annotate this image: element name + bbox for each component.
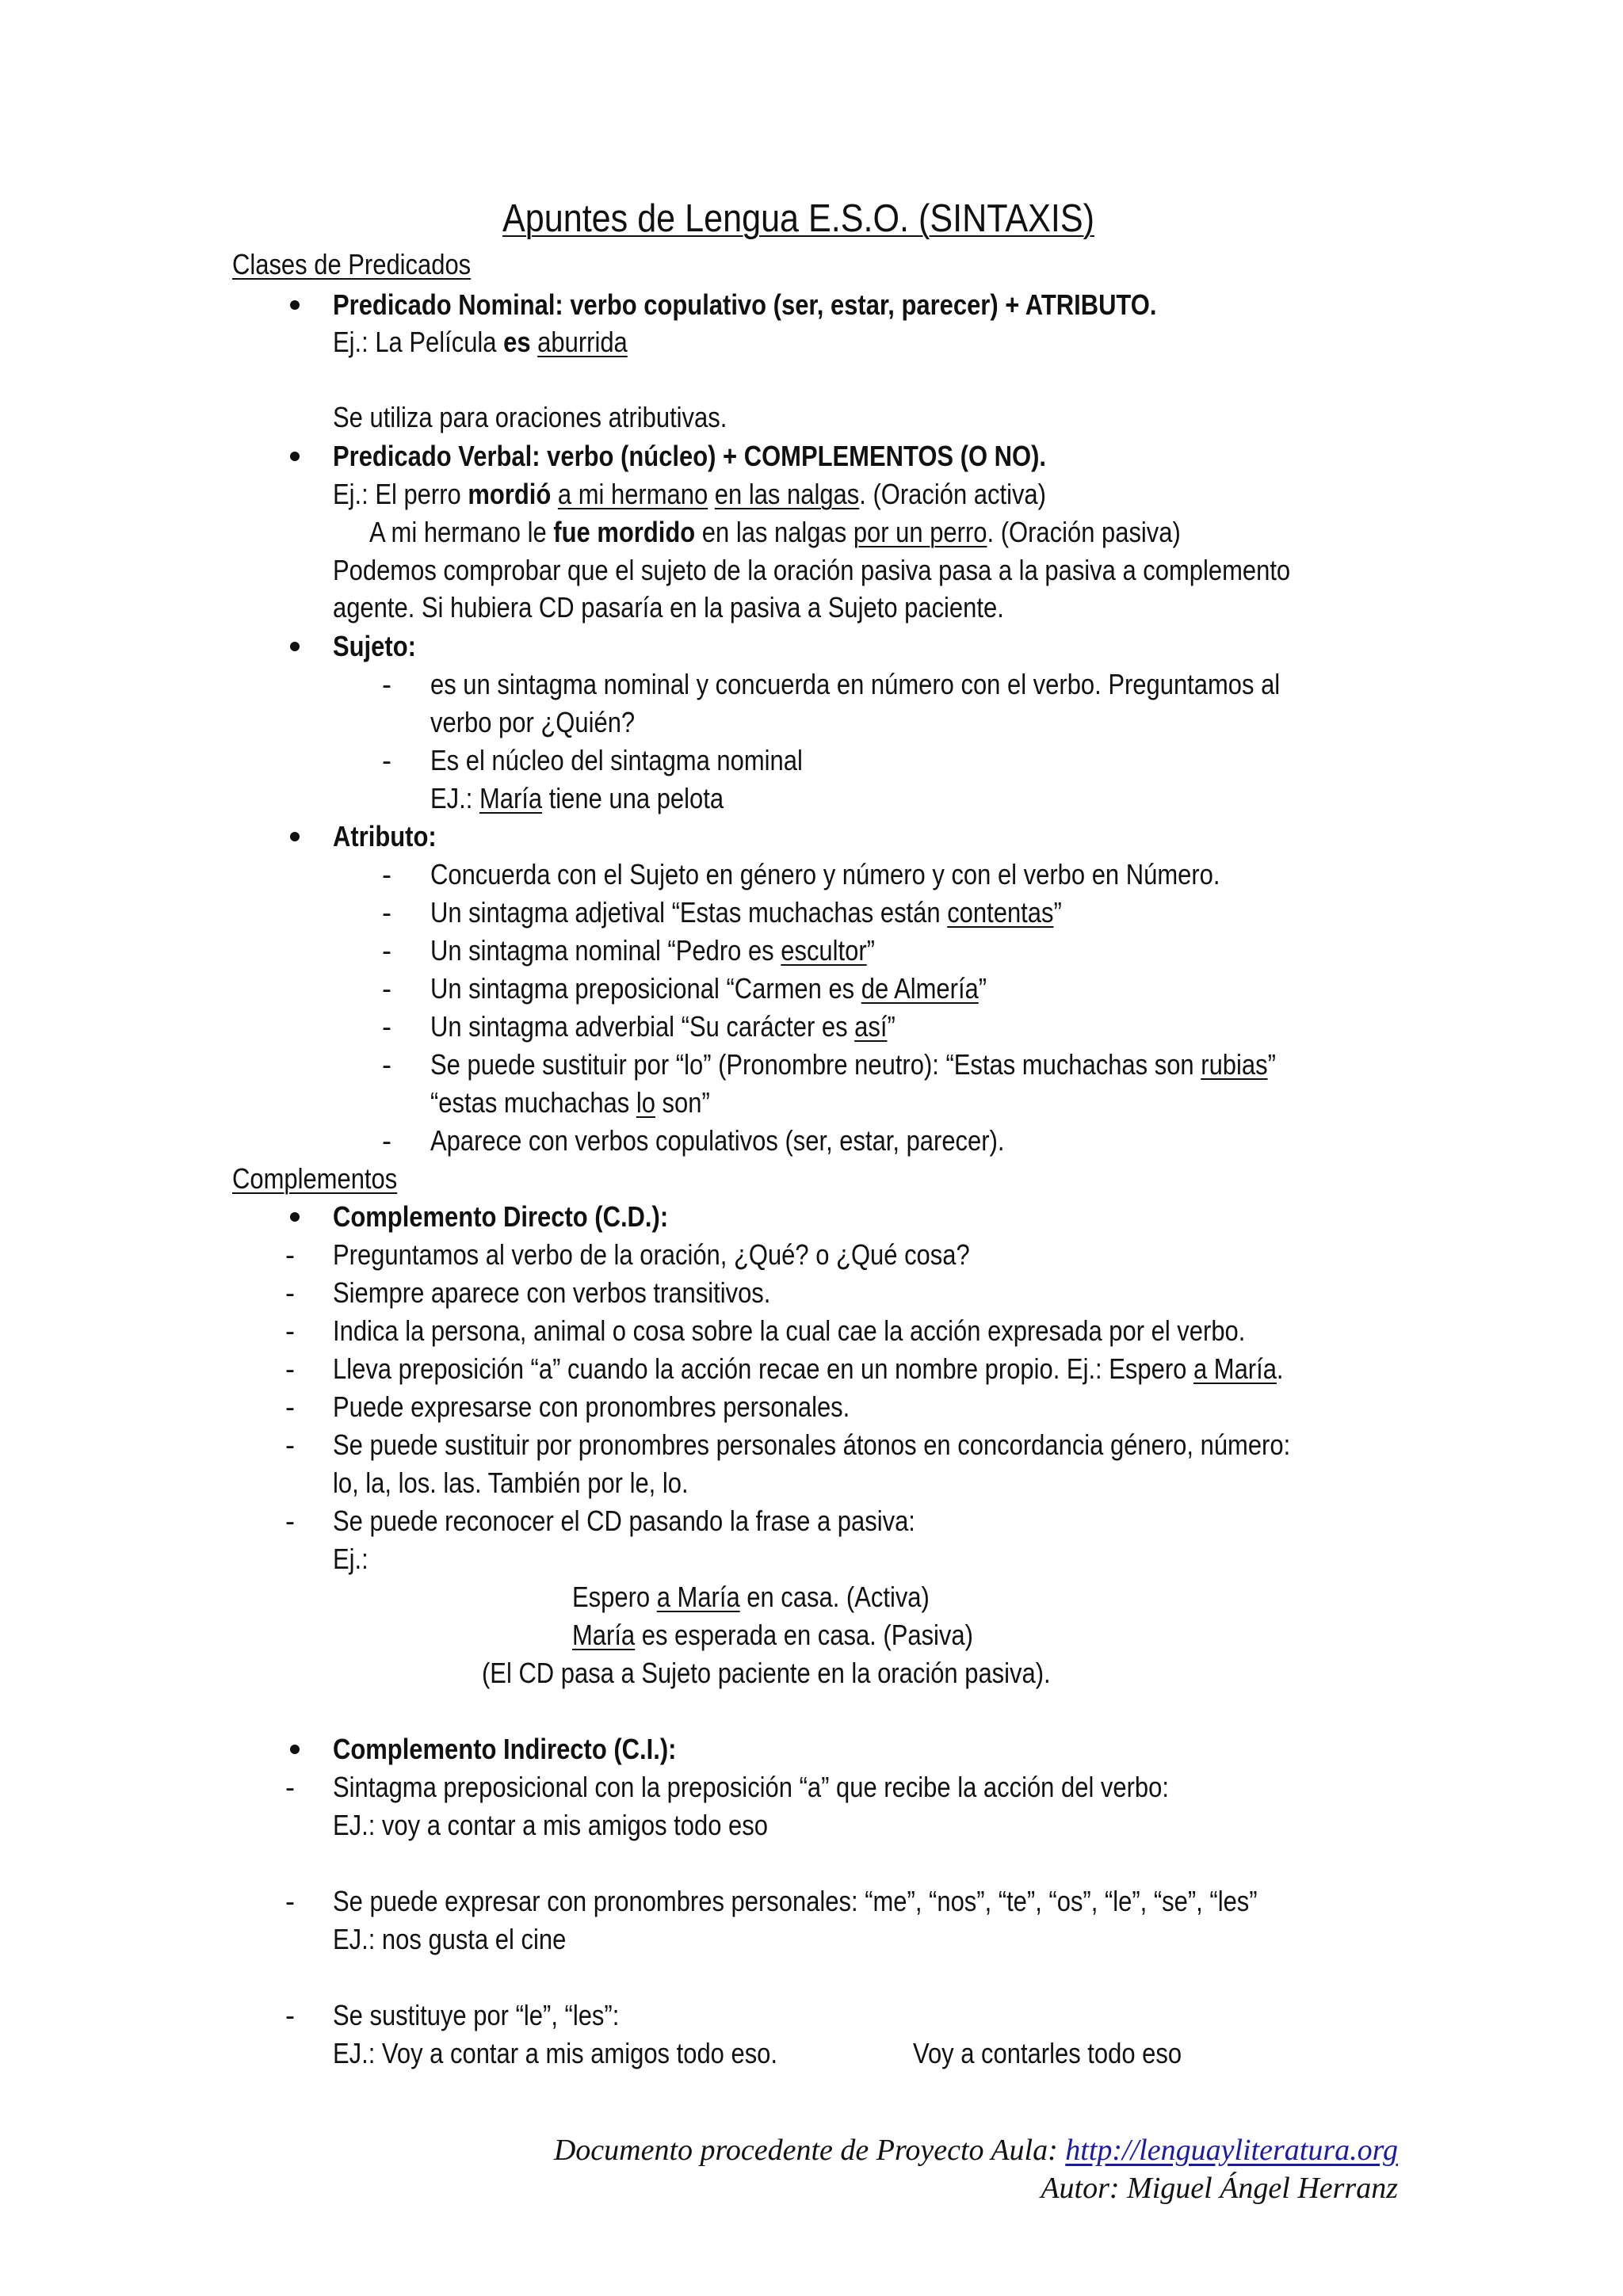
predicado-verbal-example-passive: A mi hermano le fue mordido en las nalgas por un perro. (Oración pasiva) [369, 516, 1181, 548]
bullet [290, 1745, 300, 1754]
dash-marker: - [285, 1276, 295, 1309]
atributo-item: Un sintagma adjetival “Estas muchachas están contentas” [430, 896, 1062, 929]
section-heading-complementos: Complementos [232, 1162, 398, 1195]
dash-marker: - [382, 1048, 391, 1081]
atributo-item: Un sintagma preposicional “Carmen es de Almería” [430, 972, 987, 1005]
atributo-item: Se puede sustituir por “lo” (Pronombre neutro): “Estas muchachas son rubias” [430, 1048, 1276, 1081]
cd-item: lo, la, los. las. También por le, lo. [333, 1466, 689, 1499]
sujeto-item: es un sintagma nominal y concuerda en número con el verbo. Preguntamos al [430, 668, 1281, 700]
dash-marker: - [382, 858, 391, 891]
dash-marker: - [285, 1390, 295, 1423]
cd-example-active: Espero a María en casa. (Activa) [572, 1581, 930, 1613]
ci-item: Se puede expresar con pronombres personales: “me”, “nos”, “te”, “os”, “le”, “se”, “les” [333, 1885, 1258, 1917]
atributo-item: Un sintagma nominal “Pedro es escultor” [430, 934, 875, 967]
footer-link[interactable]: http://lenguayliteratura.org [1065, 2134, 1398, 2167]
dash-marker: - [285, 1885, 295, 1917]
cd-example-label: Ej.: [333, 1543, 369, 1575]
dash-marker: - [285, 1238, 295, 1271]
bullet [290, 452, 300, 461]
footer-source: Documento procedente de Proyecto Aula: http://lenguayliteratura.org [553, 2134, 1398, 2167]
cd-example-passive: María es esperada en casa. (Pasiva) [572, 1619, 973, 1651]
predicado-verbal-example-active: Ej.: El perro mordió a mi hermano en las nalgas. (Oración activa) [333, 478, 1046, 510]
ci-example: EJ.: Voy a contar a mis amigos todo eso. [333, 2037, 778, 2069]
sujeto-item: verbo por ¿Quién? [430, 706, 636, 738]
complemento-indirecto-title: Complemento Indirecto (C.I.): [333, 1733, 677, 1765]
dash-marker: - [382, 1010, 391, 1043]
ci-example: EJ.: nos gusta el cine [333, 1923, 567, 1955]
footer-author: Autor: Miguel Ángel Herranz [1041, 2172, 1398, 2205]
bullet [290, 1212, 300, 1222]
atributo-item: Aparece con verbos copulativos (ser, estar, parecer). [430, 1124, 1005, 1157]
bullet [290, 832, 300, 841]
ci-item: Sintagma preposicional con la preposición “a” que recibe la acción del verbo: [333, 1771, 1169, 1803]
dash-marker: - [382, 744, 391, 776]
dash-marker: - [382, 896, 391, 929]
dash-marker: - [285, 1352, 295, 1385]
ci-item: Se sustituye por “le”, “les”: [333, 1999, 620, 2031]
predicado-nominal-note: Se utiliza para oraciones atributivas. [333, 401, 727, 433]
page-title: Apuntes de Lengua E.S.O. (SINTAXIS) [502, 197, 1095, 240]
atributo-item: Concuerda con el Sujeto en género y número y con el verbo en Número. [430, 858, 1220, 891]
atributo-item: Un sintagma adverbial “Su carácter es así” [430, 1010, 896, 1043]
dash-marker: - [285, 1999, 295, 2031]
section-heading-predicados: Clases de Predicados [232, 248, 472, 280]
ci-example: Voy a contarles todo eso [913, 2037, 1182, 2069]
dash-marker: - [382, 1124, 391, 1157]
dash-marker: - [382, 668, 391, 700]
bullet [290, 300, 300, 310]
atributo-item: “estas muchachas lo son” [430, 1086, 710, 1119]
bullet [290, 642, 300, 651]
predicado-verbal-paragraph: agente. Si hubiera CD pasaría en la pasiva a Sujeto paciente. [333, 591, 1004, 624]
cd-item: Preguntamos al verbo de la oración, ¿Qué? o ¿Qué cosa? [333, 1238, 970, 1271]
atributo-title: Atributo: [333, 820, 437, 852]
cd-item: Siempre aparece con verbos transitivos. [333, 1276, 771, 1309]
dash-marker: - [382, 972, 391, 1005]
dash-marker: - [285, 1771, 295, 1803]
cd-item: Lleva preposición “a” cuando la acción recae en un nombre propio. Ej.: Espero a María. [333, 1352, 1284, 1385]
cd-example-note: (El CD pasa a Sujeto paciente en la oración pasiva). [482, 1657, 1051, 1689]
cd-item: Se puede reconocer el CD pasando la frase a pasiva: [333, 1505, 915, 1537]
dash-marker: - [382, 934, 391, 967]
predicado-verbal-paragraph: Podemos comprobar que el sujeto de la oración pasiva pasa a la pasiva a complemento [333, 554, 1291, 586]
predicado-verbal-title: Predicado Verbal: verbo (núcleo) + COMPLEMENTOS (O NO). [333, 440, 1047, 472]
predicado-nominal-example: Ej.: La Película es aburrida [333, 326, 628, 358]
cd-item: Puede expresarse con pronombres personales. [333, 1390, 850, 1423]
sujeto-item: Es el núcleo del sintagma nominal [430, 744, 803, 776]
dash-marker: - [285, 1505, 295, 1537]
ci-example: EJ.: voy a contar a mis amigos todo eso [333, 1809, 768, 1841]
sujeto-title: Sujeto: [333, 630, 416, 662]
complemento-directo-title: Complemento Directo (C.D.): [333, 1200, 669, 1233]
cd-item: Indica la persona, animal o cosa sobre la cual cae la acción expresada por el verbo. [333, 1314, 1246, 1347]
predicado-nominal-title: Predicado Nominal: verbo copulativo (ser, estar, parecer) + ATRIBUTO. [333, 288, 1157, 321]
sujeto-example: EJ.: María tiene una pelota [430, 782, 724, 814]
cd-item: Se puede sustituir por pronombres personales átonos en concordancia género, número: [333, 1428, 1291, 1461]
dash-marker: - [285, 1428, 295, 1461]
dash-marker: - [285, 1314, 295, 1347]
